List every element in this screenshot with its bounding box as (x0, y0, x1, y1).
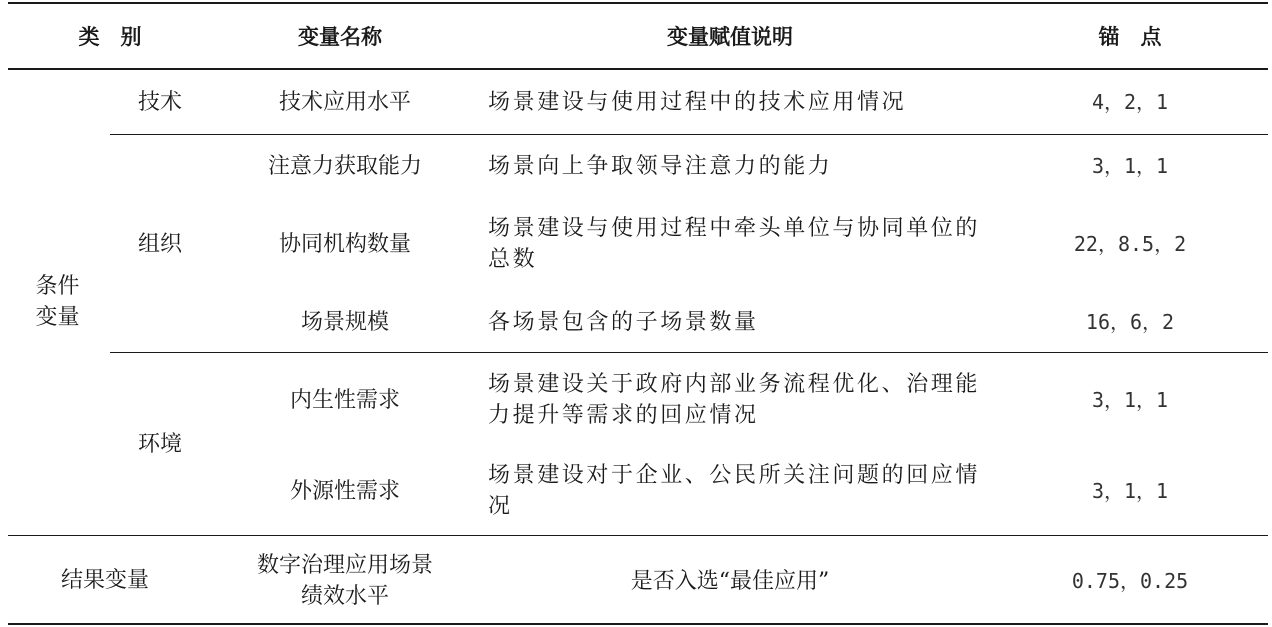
result-variable-label: 结果变量 (60, 567, 149, 593)
subgroup-org: 组织 (137, 231, 182, 257)
subgroup-tech: 技术 (137, 89, 182, 115)
header-variable-name: 变量名称 (298, 23, 382, 49)
row-anchor: 3，1，1 (1091, 153, 1169, 178)
result-desc: 是否入选“最佳应用” (630, 568, 830, 594)
row-desc: 场景建设与使用过程中的技术应用情况 (488, 89, 907, 115)
row-anchor: 16，6，2 (1085, 309, 1175, 334)
header-category: 类 别 (78, 23, 142, 49)
row-desc: 场景建设对于企业、公民所关注问题的回应情况 (488, 463, 981, 519)
result-anchor: 0.75，0.25 (1071, 568, 1189, 593)
result-name: 数字治理应用场景绩效水平 (256, 553, 433, 609)
row-name: 场景规模 (300, 309, 389, 335)
bottom-rule (8, 623, 1268, 625)
top-rule (8, 2, 1268, 4)
header-assignment: 变量赋值说明 (667, 23, 793, 49)
header-anchor: 锚 点 (1098, 23, 1162, 49)
row-anchor: 3，1，1 (1091, 478, 1169, 503)
divider-tech (110, 134, 1268, 135)
row-name: 协同机构数量 (278, 231, 411, 257)
row-anchor: 22，8.5，2 (1073, 231, 1187, 256)
row-name: 注意力获取能力 (267, 153, 422, 179)
row-name: 内生性需求 (289, 387, 400, 413)
row-anchor: 4，2，1 (1091, 89, 1169, 114)
divider-result (8, 535, 1268, 536)
subgroup-env: 环境 (137, 432, 182, 457)
row-desc: 场景建设关于政府内部业务流程优化、治理能力提升等需求的回应情况 (488, 372, 981, 428)
divider-org (110, 352, 1268, 353)
row-desc: 场景向上争取领导注意力的能力 (488, 153, 833, 179)
row-name: 技术应用水平 (278, 89, 411, 115)
row-anchor: 3，1，1 (1091, 387, 1169, 412)
row-desc: 场景建设与使用过程中牵头单位与协同单位的总数 (488, 216, 981, 272)
row-name: 外源性需求 (289, 478, 400, 504)
row-desc: 各场景包含的子场景数量 (488, 309, 759, 335)
condition-variable-label: 条件 变量 (35, 274, 80, 330)
